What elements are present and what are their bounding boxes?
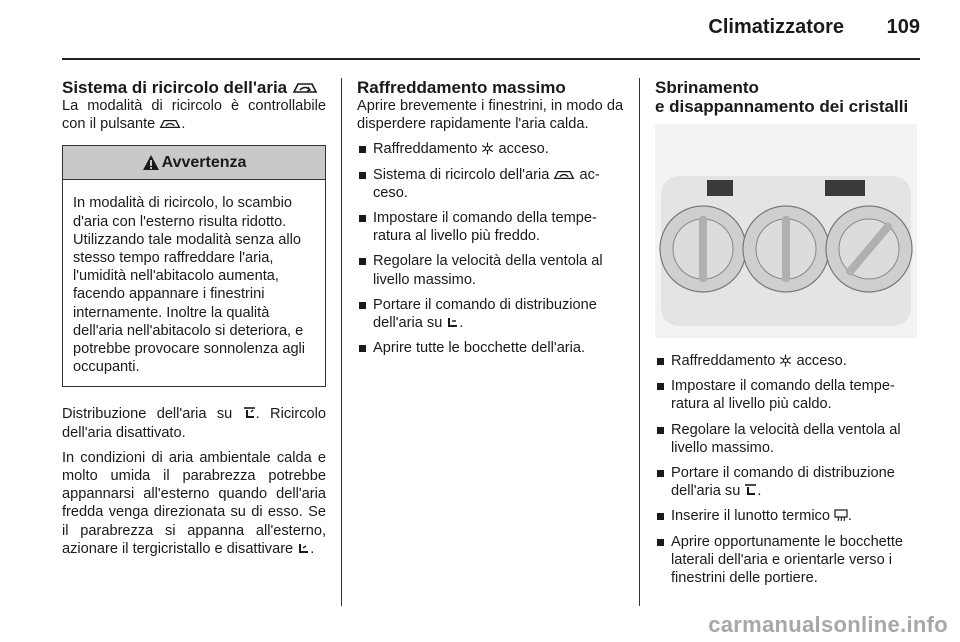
column-recirculation [62, 78, 326, 565]
cooling-steps [357, 140, 625, 357]
column-divider-2 [639, 78, 640, 606]
page-number: 109 [886, 16, 920, 38]
recirculation-icon [292, 81, 318, 95]
list-item: Inserire il lunotto termico . [655, 507, 923, 525]
column-defrost [655, 78, 923, 594]
warning-title: Avvertenza [161, 153, 247, 171]
list-item: Sistema di ricircolo dell'aria acceso. [357, 166, 625, 202]
warning-icon [142, 154, 160, 172]
heated-rear-window-icon [834, 509, 848, 522]
list-item: Raffreddamento acceso. [655, 352, 923, 370]
section-heading-defrost: Sbrinamento e disappannamento dei cristalli [655, 78, 909, 116]
snowflake-icon [779, 354, 792, 367]
list-item: Regolare la velocità della ventola al livello massimo. [357, 252, 625, 288]
section-heading-max-cooling: Raffreddamento massimo [357, 78, 566, 97]
list-item: Portare il comando di distribuzione dell'aria su . [357, 296, 625, 332]
windscreen-floor-icon [243, 406, 256, 420]
column-divider-1 [341, 78, 342, 606]
list-item: Impostare il comando della temperatura al livello più caldo. [655, 377, 923, 413]
face-floor-air-icon [446, 316, 459, 329]
windscreen-floor-icon [744, 483, 757, 497]
header-divider [62, 58, 920, 60]
recirculation-icon [159, 118, 181, 130]
list-item: Portare il comando di distribuzione dell'aria su . [655, 464, 923, 500]
floor-air-icon [297, 542, 310, 555]
warning-text: In modalità di ricircolo, lo scambio d'aria con l'esterno risulta ridotto. Utilizzando tale modalità senza allo stesso tempo raffreddare l'aria, l'umidità nell'abitacolo aumenta, facendo appannare i finestrini internamente. Inoltre la qualità dell'aria nell'abitacolo si deteriora, e potrebbe provocare sonnolenza agli occupanti. [73, 195, 306, 376]
snowflake-icon [481, 142, 494, 155]
recirculation-icon [553, 169, 575, 181]
list-item: Regolare la velocità della ventola al livello massimo. [655, 421, 923, 457]
defrost-steps [655, 352, 923, 587]
page-title: Climatizzatore [708, 16, 844, 38]
climate-control-panel-image [655, 124, 917, 338]
list-item: Raffreddamento acceso. [357, 140, 625, 158]
page-header [62, 16, 920, 46]
list-item: Aprire tutte le bocchette dell'aria. [357, 339, 625, 357]
column-max-cooling [357, 78, 625, 364]
intro-paragraph: La modalità di ricircolo è controllabile con il pulsante . [62, 98, 326, 133]
list-item: Aprire opportunamente le bocchette laterali dell'aria e orientarle verso i finestrini delle portiere. [655, 533, 923, 588]
warning-header [63, 146, 325, 180]
list-item: Impostare il comando della temperatura al livello più freddo. [357, 209, 625, 245]
section-heading-recirculation: Sistema di ricircolo dell'aria [62, 78, 326, 97]
warning-box [62, 145, 326, 387]
humidity-paragraph: In condizioni di aria ambientale calda e molto umida il parabrezza potrebbe appannarsi all'esterno quando dell'aria fredda venga direzionata su di esso. Se il parabrezza si appanna all'esterno, azionare il tergicristallo e disattivare . [62, 449, 326, 557]
distribution-paragraph: Distribuzione dell'aria su . Ricircolo dell'aria disattivato. [62, 406, 326, 441]
watermark: carmanualsonline.info [708, 612, 948, 637]
cooling-intro: Aprire brevemente i finestrini, in modo da disperdere rapidamente l'aria calda. [357, 98, 624, 133]
